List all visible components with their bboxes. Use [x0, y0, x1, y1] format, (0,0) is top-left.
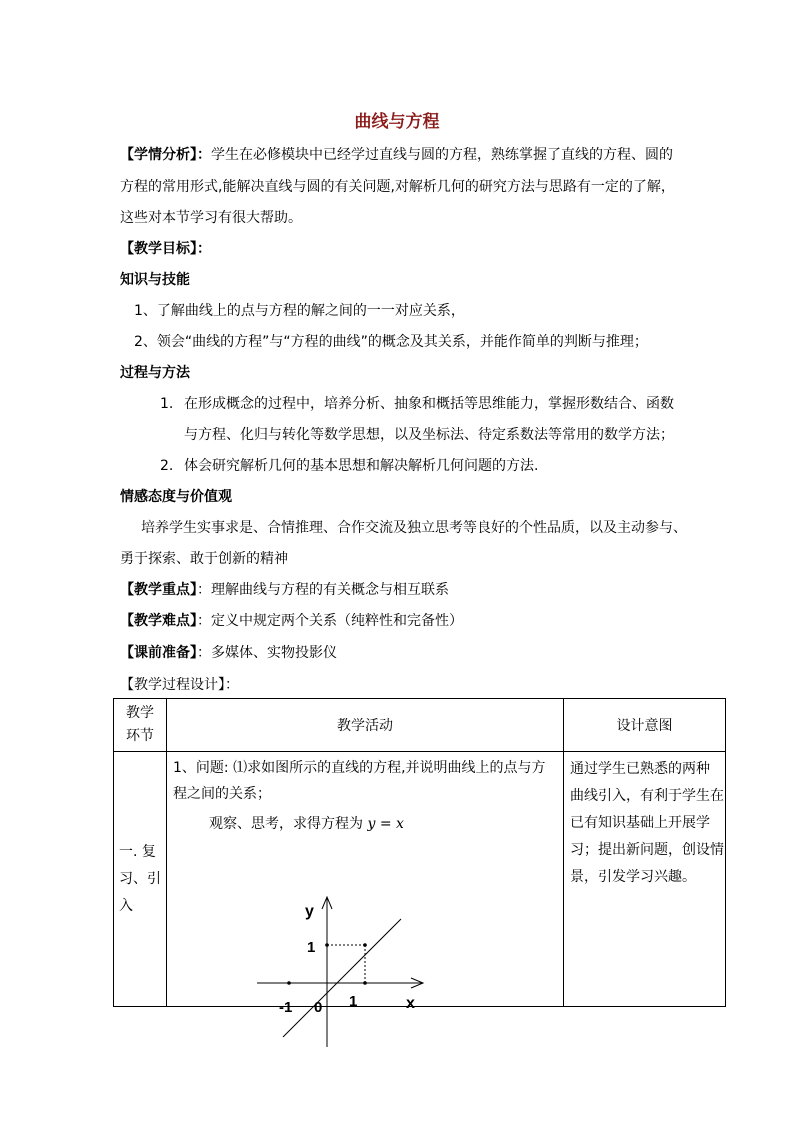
- graph-origin-label: 0: [314, 999, 323, 1016]
- header-stage-line-2: 环节: [126, 728, 154, 744]
- emotion-heading: 情感态度与价值观: [120, 489, 232, 505]
- row1-stage: [114, 752, 167, 1007]
- row1-intent-line-3: 已有知识基础上开展学: [570, 815, 710, 831]
- row1-equation: y = x: [367, 816, 404, 832]
- analysis-text-1: 学生在必修模块中已经学过直线与圆的方程，熟练掌握了直线的方程、圆的: [211, 147, 673, 163]
- knowledge-item-1: 1、了解曲线上的点与方程的解之间的一一对应关系，: [134, 303, 465, 319]
- row1-observe: [209, 814, 404, 834]
- process-table: [113, 698, 726, 1016]
- row1-question-line-1: 1、问题: ⑴求如图所示的直线的方程,并说明曲线上的点与方: [173, 760, 546, 776]
- row1-question-line-2: 程之间的关系；: [173, 786, 271, 802]
- graph-y-axis: [322, 897, 332, 1047]
- graph-point-x1: [363, 981, 367, 985]
- key-point-text: ：理解曲线与方程的有关概念与相互联系: [197, 582, 449, 598]
- table-header-row: [114, 699, 726, 752]
- table-row: [114, 752, 726, 1007]
- header-activity: 教学活动: [167, 699, 564, 752]
- process-item-1-num: 1.: [160, 396, 174, 412]
- header-stage: [114, 699, 167, 752]
- design-heading: 【教学过程设计】：: [120, 677, 239, 693]
- row1-stage-line-1: 一. 复: [119, 843, 156, 860]
- emotion-line-1: 培养学生实事求是、合情推理、合作交流及独立思考等良好的个性品质，以及主动参与、: [141, 520, 687, 536]
- emotion-line-2: 勇于探索、敢于创新的精神: [120, 551, 288, 567]
- analysis-label: 【学情分析】: [120, 147, 197, 163]
- goals-heading: 【教学目标】：: [120, 241, 211, 257]
- analysis-line-3: 这些对本节学习有很大帮助。: [120, 210, 302, 226]
- row1-intent: [564, 752, 726, 1007]
- process-item-1-line-2: 与方程、化归与转化等数学思想，以及坐标法、待定系数法等常用的数学方法；: [184, 427, 674, 443]
- row1-intent-line-4: 习；提出新问题，创设情: [570, 842, 724, 858]
- row1-intent-line-2: 曲线引入，有利于学生在: [570, 788, 724, 804]
- graph-point-xm1: [287, 981, 291, 985]
- page-title: 曲线与方程: [354, 112, 440, 132]
- row1-intent-line-1: 通过学生已熟悉的两种: [570, 761, 710, 777]
- process-item-2: 体会研究解析几何的基本思想和解决解析几何问题的方法.: [184, 458, 539, 474]
- graph-x-label: x: [406, 995, 415, 1012]
- graph-line-y-equals-x: [283, 919, 401, 1037]
- difficulty: [120, 611, 463, 631]
- key-point: [120, 580, 449, 600]
- row1-observe-text: 观察、思考，求得方程为: [209, 816, 363, 832]
- key-point-label: 【教学重点】: [120, 582, 197, 598]
- graph-tick-xm1: -1: [279, 999, 293, 1016]
- knowledge-heading: 知识与技能: [120, 272, 190, 288]
- analysis-line-1: [120, 145, 673, 165]
- process-item-1-line-1: 在形成概念的过程中，培养分析、抽象和概括等思维能力，掌握形数结合、函数: [184, 396, 674, 412]
- preparation: [120, 643, 337, 663]
- preparation-text: ：多媒体、实物投影仪: [197, 645, 337, 661]
- process-heading: 过程与方法: [120, 365, 190, 381]
- row1-activity: [167, 752, 564, 1016]
- process-item-2-num: 2.: [160, 458, 174, 474]
- row1-intent-line-5: 景，引发学习兴趣。: [570, 869, 696, 885]
- header-stage-line-1: 教学: [126, 705, 154, 721]
- analysis-line-2: 方程的常用形式,能解决直线与圆的有关问题,对解析几何的研究方法与思路有一定的了解，: [120, 179, 675, 195]
- row1-stage-line-3: 入: [119, 897, 133, 914]
- graph-y-label: y: [305, 903, 314, 920]
- difficulty-label: 【教学难点】: [120, 613, 197, 629]
- row1-stage-line-2: 习、引: [119, 870, 161, 887]
- graph-point-1-1: [363, 943, 367, 947]
- graph-tick-y1: 1: [307, 939, 316, 956]
- graph-tick-x1: 1: [349, 993, 358, 1010]
- preparation-label: 【课前准备】: [120, 645, 197, 661]
- knowledge-item-2: 2、领会“曲线的方程”与“方程的曲线”的概念及其关系，并能作简单的判断与推理；: [134, 334, 648, 350]
- header-intent: 设计意图: [564, 699, 726, 752]
- analysis-sep: ：: [197, 147, 211, 163]
- difficulty-text: ：定义中规定两个关系（纯粹性和完备性）: [197, 613, 463, 629]
- line-graph: [247, 890, 447, 1052]
- graph-point-y1: [325, 943, 329, 947]
